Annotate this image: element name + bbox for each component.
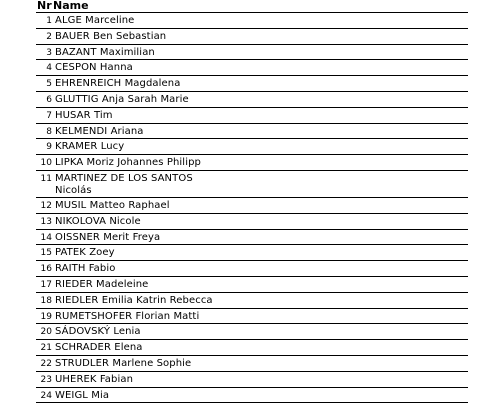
row-number: 3	[46, 47, 52, 58]
row-number: 8	[46, 126, 52, 137]
table-row	[36, 60, 468, 76]
row-name: SÁDOVSKÝ Lenia	[55, 326, 141, 338]
table-body	[36, 13, 468, 403]
table-row	[36, 13, 468, 29]
table-row	[36, 356, 468, 372]
table-row	[36, 76, 468, 92]
table-row	[36, 198, 468, 214]
row-name: WEIGL Mia	[55, 389, 110, 401]
table-row	[36, 124, 468, 140]
table-row	[36, 388, 468, 403]
row-name: BAZANT Maximilian	[55, 46, 155, 58]
table-row	[36, 139, 468, 155]
row-name: LIPKA Moriz Johannes Philipp	[55, 157, 201, 169]
row-number: 17	[40, 279, 52, 290]
table-row	[36, 277, 468, 293]
row-number: 18	[40, 295, 52, 306]
row-name: RUMETSHOFER Florian Matti	[55, 310, 200, 322]
table-row	[36, 171, 468, 198]
table-row	[36, 29, 468, 45]
row-number: 1	[46, 16, 52, 26]
table-header	[36, 0, 468, 13]
row-name: CESPON Hanna	[55, 62, 133, 74]
row-number: 15	[40, 248, 52, 259]
name-list-table	[36, 0, 468, 403]
row-name: PATEK Zoey	[55, 247, 115, 259]
row-name: MARTINEZ DE LOS SANTOS Nicolás	[55, 172, 193, 196]
table-row	[36, 261, 468, 277]
row-name: STRUDLER Marlene Sophie	[55, 357, 192, 369]
row-number: 19	[40, 311, 52, 322]
row-name: UHEREK Fabian	[55, 373, 134, 385]
row-name: EHRENREICH Magdalena	[55, 78, 181, 90]
table-row	[36, 324, 468, 340]
table-row	[36, 108, 468, 124]
row-name: RIEDLER Emilia Katrin Rebecca	[55, 294, 213, 306]
row-number: 2	[46, 31, 52, 42]
row-name: KELMENDI Ariana	[55, 125, 144, 137]
table-row	[36, 155, 468, 171]
row-name: SCHRADER Elena	[55, 342, 143, 354]
row-number: 4	[46, 63, 52, 74]
row-name: MUSIL Matteo Raphael	[55, 199, 170, 211]
row-name: RIEDER Madeleine	[55, 278, 149, 290]
table-row	[36, 293, 468, 309]
table-row	[36, 45, 468, 61]
row-number: 10	[40, 158, 52, 169]
table-row	[36, 230, 468, 246]
table-row	[36, 372, 468, 388]
row-number: 11	[40, 173, 52, 184]
row-name: KRAMER Lucy	[55, 141, 125, 153]
row-number: 14	[40, 232, 52, 243]
header-nr: Nr	[37, 0, 52, 12]
table-row	[36, 214, 468, 230]
row-name: RAITH Fabio	[55, 263, 116, 275]
row-number: 20	[40, 327, 52, 338]
row-number: 16	[40, 264, 52, 275]
row-number: 23	[40, 374, 52, 385]
table-row	[36, 340, 468, 356]
row-number: 21	[40, 343, 52, 354]
row-number: 7	[46, 110, 52, 121]
row-number: 22	[40, 358, 52, 369]
row-number: 5	[46, 79, 52, 90]
row-number: 6	[46, 94, 52, 105]
row-name: BAUER Ben Sebastian	[55, 30, 167, 42]
row-number: 24	[40, 390, 52, 401]
row-name: GLUTTIG Anja Sarah Marie	[55, 93, 189, 105]
row-name: ALGE Marceline	[55, 15, 135, 26]
row-number: 13	[40, 216, 52, 227]
row-number: 12	[40, 200, 52, 211]
row-name: OISSNER Merit Freya	[55, 231, 161, 243]
header-name: Name	[53, 0, 89, 12]
table-row	[36, 92, 468, 108]
table-row	[36, 245, 468, 261]
row-name: NIKOLOVA Nicole	[55, 215, 141, 227]
row-number: 9	[46, 142, 52, 153]
row-name: HUSAR Tim	[55, 109, 113, 121]
table-row	[36, 309, 468, 325]
